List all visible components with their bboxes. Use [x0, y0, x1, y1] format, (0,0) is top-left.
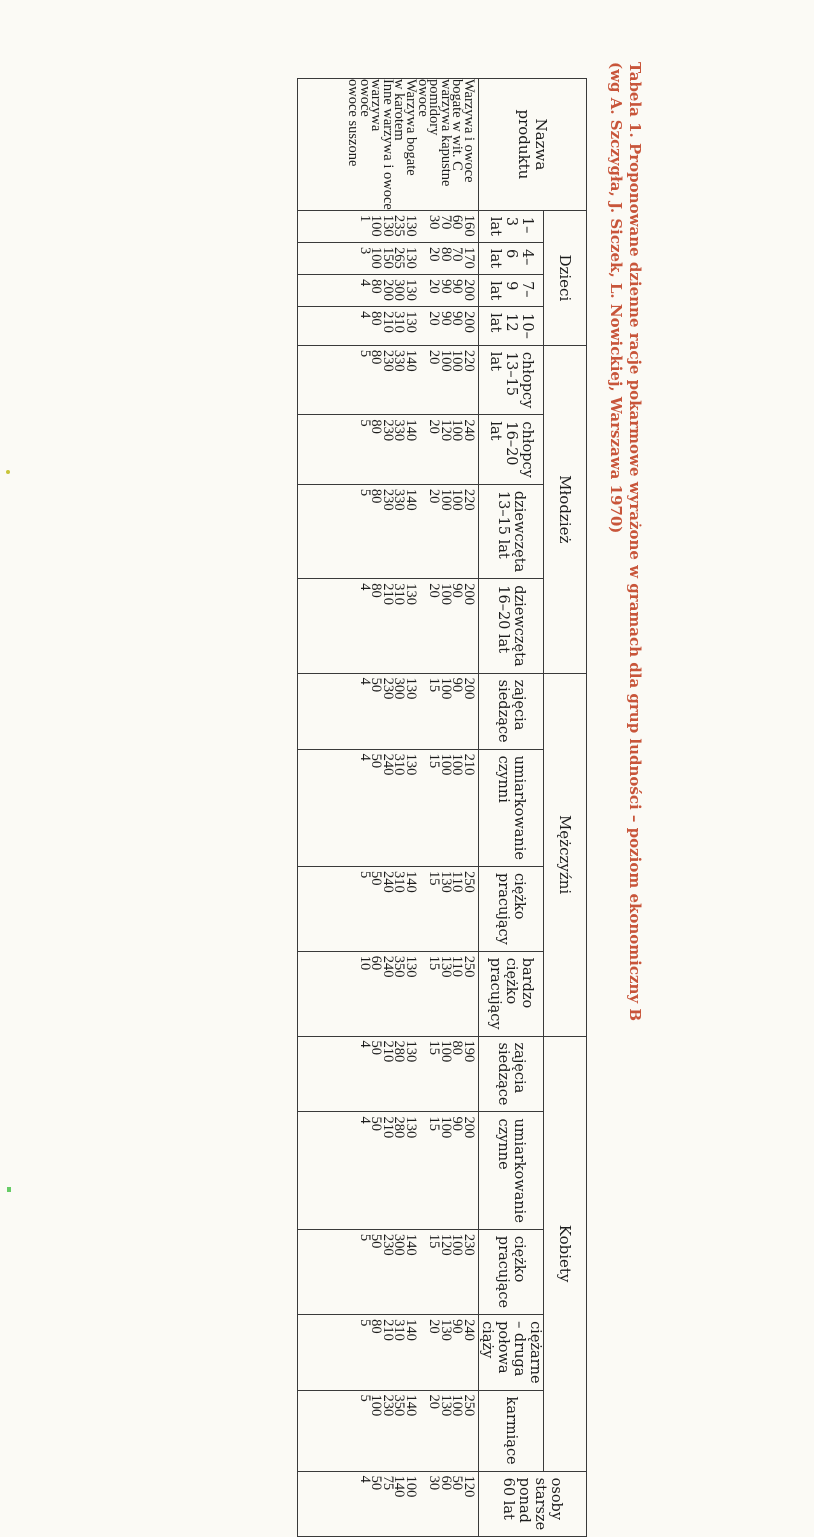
value-column: [298, 1229, 479, 1314]
product-name: bogate w wit. C: [449, 79, 466, 171]
product-header-line: Nazwa: [532, 118, 551, 171]
table-cell-value: 50: [449, 1475, 466, 1491]
table-cell-value: 20: [426, 1394, 443, 1410]
table-cell-value: 300: [391, 279, 408, 301]
table-cell-value: 100: [449, 419, 466, 442]
group-header-youth: Młodzież: [544, 345, 587, 673]
table-cell-value: 140: [391, 1475, 408, 1498]
table-cell-value: 330: [391, 488, 408, 511]
table-cell-value: 5: [356, 1233, 373, 1242]
table-cell-value: 240: [379, 871, 396, 893]
column-header: osoby starsze ponad 60 lat: [479, 1471, 587, 1537]
table-cell-value: 130: [403, 279, 420, 301]
table-cell-value: 140: [403, 1319, 420, 1341]
table-cell-value: 280: [391, 1040, 408, 1063]
table-cell-value: 20: [426, 349, 443, 365]
value-column: [298, 275, 479, 307]
table-cell-value: 5: [356, 1319, 373, 1327]
table-cell-value: 70: [449, 246, 466, 262]
table-cell-value: 50: [368, 871, 385, 886]
table-cell-value: 15: [426, 753, 443, 769]
table-cell-value: 100: [437, 753, 454, 776]
value-column: [298, 749, 479, 866]
value-column: [298, 242, 479, 274]
table-cell-value: 50: [368, 1475, 385, 1491]
table-cell-value: 30: [426, 1475, 443, 1491]
table-cell-value: 150: [379, 246, 396, 269]
column-header: ciężarne – druga połowa ciąży: [479, 1315, 544, 1390]
table-cell-value: 230: [379, 1233, 396, 1256]
table-cell-value: 130: [403, 677, 420, 700]
table-cell-value: 90: [437, 279, 454, 294]
table-cell-value: 80: [368, 1319, 385, 1334]
table-cell-value: 20: [426, 583, 443, 598]
table-cell-value: 20: [426, 311, 443, 326]
value-column: [298, 951, 479, 1036]
table-cell-value: 240: [379, 955, 396, 978]
table-cell-value: 210: [379, 583, 396, 605]
table-cell-value: 210: [379, 311, 396, 333]
table-cell-value: 120: [437, 1233, 454, 1256]
table-cell-value: 130: [437, 1319, 454, 1341]
table-cell-value: 310: [391, 311, 408, 333]
table-cell-value: 240: [379, 753, 396, 776]
table-cell-value: 100: [368, 214, 385, 237]
table-row: [298, 79, 479, 1537]
table-cell-value: 230: [379, 488, 396, 511]
product-name: warzywa kapustne: [437, 79, 454, 187]
table-cell-value: 20: [426, 419, 443, 434]
value-column: [298, 579, 479, 673]
table-cell-value: 100: [437, 488, 454, 511]
table-cell-value: 20: [426, 246, 443, 262]
value-column: [298, 415, 479, 485]
table-cell-value: 300: [391, 677, 408, 700]
table-cell-value: 20: [426, 1319, 443, 1334]
table-cell-value: 50: [368, 753, 385, 769]
table-cell-value: 4: [356, 1116, 373, 1124]
group-header-row: [544, 79, 587, 1537]
value-column: [298, 867, 479, 952]
product-name: Inne warzywa i owoce: [379, 79, 396, 210]
table-cell-value: 200: [379, 279, 396, 301]
table-cell-value: 330: [391, 419, 408, 442]
table-cell-value: 220: [461, 488, 477, 511]
table-cell-value: 15: [426, 955, 443, 971]
column-header: dziewczęta 13–15 lat: [479, 484, 544, 578]
table-cell-value: 80: [368, 311, 385, 326]
table-cell-value: 15: [426, 871, 443, 886]
table-cell-value: 200: [461, 279, 477, 301]
table-cell-value: 130: [403, 246, 420, 269]
table-cell-value: 80: [368, 419, 385, 434]
table-cell-value: 265: [391, 246, 408, 269]
table-cell-value: 100: [449, 1233, 466, 1256]
table-cell-value: 310: [391, 753, 408, 776]
table-cell-value: 120: [437, 419, 454, 442]
table-cell-value: 230: [379, 349, 396, 372]
table-cell-value: 235: [391, 214, 408, 237]
table-cell-value: 50: [368, 1040, 385, 1056]
table-cell-value: 80: [449, 1040, 466, 1056]
table-cell-value: 140: [403, 871, 420, 893]
table-cell-value: 130: [437, 871, 454, 893]
table-cell-value: 90: [449, 583, 466, 598]
caption-title: Tabela 1. Proponowane dzienne racje pokarmowe wyrażone w gramach dla grup ludności – poziom ekonomiczny B: [626, 62, 644, 1022]
table-cell-value: 90: [449, 677, 466, 693]
column-header: zajęcia siedzące: [479, 673, 544, 749]
table-cell-value: 200: [461, 583, 477, 605]
table-cell-value: 4: [356, 1040, 373, 1048]
product-name: warzywa: [368, 79, 385, 132]
table-cell-value: 350: [391, 1394, 408, 1417]
table-cell-value: 5: [356, 1394, 373, 1402]
value-column: [298, 1390, 479, 1471]
table-cell-value: 130: [437, 955, 454, 978]
table-cell-value: 4: [356, 677, 373, 685]
table-cell-value: 220: [461, 349, 477, 372]
table-cell-value: [416, 1395, 428, 1471]
table-cell-value: 20: [426, 488, 443, 504]
table-cell-value: 20: [426, 279, 443, 294]
table-cell-value: 80: [368, 488, 385, 504]
column-header: karmiące: [479, 1390, 544, 1471]
product-name: owoce suszone: [345, 79, 362, 167]
table-cell-value: 4: [356, 753, 373, 761]
table-cell-value: 130: [403, 311, 420, 333]
product-name: owoce: [356, 79, 373, 117]
table-cell-value: 140: [403, 488, 420, 511]
column-header: ciężko pracujący: [479, 867, 544, 952]
product-name: pomidory: [426, 79, 443, 136]
table-cell-value: 5: [356, 349, 373, 358]
caption-source: (wg A. Szczygła, J. Siczek, L. Nowickiej, Warszawa 1970): [607, 62, 625, 534]
table-cell-value: 80: [368, 279, 385, 294]
table-cell-value: 350: [391, 955, 408, 978]
table-cell-value: 130: [403, 214, 420, 237]
product-name: owoce: [414, 79, 431, 117]
value-column: [298, 1471, 479, 1537]
table-cell-value: 200: [461, 1116, 477, 1139]
table-cell-value: 15: [426, 1116, 443, 1131]
table-cell-value: 310: [391, 871, 408, 893]
column-header-row: [479, 79, 544, 1537]
table-cell-value: 5: [356, 419, 373, 427]
value-column: [298, 210, 479, 242]
table-cell-value: 3: [356, 246, 373, 255]
table-cell-value: 140: [403, 1233, 420, 1256]
table-cell-value: 90: [449, 1319, 466, 1334]
table-cell-value: 60: [368, 955, 385, 971]
table-cell-value: 15: [426, 1040, 443, 1056]
table-cell-value: 50: [368, 1233, 385, 1249]
table-cell-value: 120: [461, 1475, 477, 1498]
column-header: chłopcy 16–20 lat: [479, 415, 544, 485]
table-cell-value: 90: [449, 279, 466, 294]
table-cell-value: 310: [391, 583, 408, 605]
value-column: [298, 673, 479, 749]
table-cell-value: 140: [403, 419, 420, 442]
value-column: [298, 1112, 479, 1229]
table-cell-value: 100: [437, 677, 454, 700]
table-cell-value: 10: [356, 955, 373, 971]
column-header: umiarkowanie czynni: [479, 749, 544, 866]
product-name: Warzywa i owoce: [461, 79, 477, 183]
product-header-line: produktu: [515, 109, 534, 180]
table-cell-value: 190: [461, 1040, 477, 1063]
column-header: ciężko pracujące: [479, 1229, 544, 1314]
table-cell-value: 230: [379, 1394, 396, 1417]
table-cell-value: 140: [403, 349, 420, 372]
table-caption: [606, 62, 644, 1021]
table-cell-value: 240: [461, 419, 477, 442]
column-header: zajęcia siedzące: [479, 1036, 544, 1112]
column-header: chłopcy 13–15 lat: [479, 345, 544, 415]
table-cell-value: 250: [461, 871, 477, 893]
table-cell-value: 80: [368, 349, 385, 365]
table-cell-value: 200: [461, 677, 477, 700]
table-cell-value: 4: [356, 583, 373, 591]
table-cell-value: 50: [368, 1116, 385, 1131]
table-cell-value: [416, 1476, 428, 1537]
group-header-men: Mężczyźni: [544, 673, 587, 1036]
table-cell-value: 15: [426, 677, 443, 693]
table-cell-value: 330: [391, 349, 408, 372]
table-cell-value: 50: [368, 677, 385, 693]
table-cell-value: 5: [356, 488, 373, 497]
value-column: [298, 307, 479, 346]
table-cell-value: 70: [437, 214, 454, 230]
table-cell-value: 4: [356, 279, 373, 287]
table-cell-value: 90: [449, 311, 466, 326]
table-cell-value: 90: [437, 311, 454, 326]
table-cell-value: 75: [379, 1475, 396, 1491]
value-column: [298, 1036, 479, 1112]
table-cell-value: 100: [368, 1394, 385, 1417]
table-cell-value: 130: [379, 214, 396, 237]
table-cell-value: [416, 1234, 428, 1314]
table-cell-value: 100: [437, 1040, 454, 1063]
table-cell-value: 4: [356, 1475, 373, 1483]
product-name: Warzywa bogate: [403, 79, 420, 176]
column-header: bardzo ciężko pracujący: [479, 951, 544, 1036]
table-cell-value: 280: [391, 1116, 408, 1139]
table-cell-value: 100: [437, 349, 454, 372]
table-cell-value: 15: [426, 1233, 443, 1249]
value-column: [298, 484, 479, 578]
table-cell-value: 240: [461, 1319, 477, 1341]
table-cell-value: 80: [368, 583, 385, 598]
column-header: 4–6 lat: [479, 242, 544, 274]
column-header: 10–12 lat: [479, 307, 544, 346]
table-cell-value: 100: [449, 488, 466, 511]
table-cell-value: 110: [449, 955, 466, 977]
product-name-header: [479, 79, 587, 211]
value-column: [298, 345, 479, 415]
table-cell-value: 100: [437, 1116, 454, 1139]
table-cell-value: 210: [379, 1319, 396, 1341]
table-cell-value: 170: [461, 246, 477, 269]
table-cell-value: 130: [403, 955, 420, 978]
table-cell-value: 90: [449, 1116, 466, 1131]
table-cell-value: 130: [403, 1116, 420, 1139]
table-cell-value: 60: [437, 1475, 454, 1491]
table-cell-value: 200: [461, 311, 477, 333]
table-cell-value: 130: [437, 1394, 454, 1417]
table-cell-value: 210: [379, 1040, 396, 1063]
table-cell-value: 100: [403, 1475, 420, 1498]
table-cell-value: 300: [391, 1233, 408, 1256]
table-cell-value: 1: [356, 214, 373, 223]
table-cell-value: 100: [449, 753, 466, 776]
column-header: umiarkowanie czynne: [479, 1112, 544, 1229]
table-cell-value: 140: [403, 1394, 420, 1417]
table-cell-value: 310: [391, 1319, 408, 1341]
table-cell-value: 80: [437, 246, 454, 262]
table-cell-value: 130: [403, 1040, 420, 1063]
value-column: [298, 1315, 479, 1390]
table-cell-value: 100: [437, 583, 454, 605]
table-cell-value: 130: [403, 583, 420, 605]
table-cell-value: 230: [461, 1233, 477, 1256]
table-cell-value: 210: [379, 1116, 396, 1139]
column-header: dziewczęta 16–20 lat: [479, 579, 544, 673]
table-cell-value: 130: [403, 753, 420, 776]
table-cell-value: 4: [356, 311, 373, 319]
table-cell-value: 100: [449, 349, 466, 372]
product-name: w karotem: [391, 79, 408, 141]
table-cell-value: 60: [449, 214, 466, 230]
table-cell-value: 250: [461, 955, 477, 978]
table-cell-value: 100: [368, 246, 385, 269]
table-cell-value: 5: [356, 871, 373, 879]
group-header-children: Dzieci: [544, 210, 587, 345]
rations-table: [297, 78, 587, 1537]
table-cell-value: 210: [461, 753, 477, 776]
table-cell-value: [416, 1319, 428, 1389]
table-cell-value: 100: [449, 1394, 466, 1417]
table-cell-value: 230: [379, 419, 396, 442]
table-cell-value: 250: [461, 1394, 477, 1417]
table-cell-value: 160: [461, 214, 477, 237]
product-names: [298, 79, 479, 211]
table-cell-value: 230: [379, 677, 396, 700]
group-header-women: Kobiety: [544, 1036, 587, 1471]
column-header: 1–3 lat: [479, 210, 544, 242]
column-header: 7–9 lat: [479, 275, 544, 307]
table-cell-value: 110: [449, 871, 466, 893]
table-cell-value: 30: [426, 214, 443, 230]
